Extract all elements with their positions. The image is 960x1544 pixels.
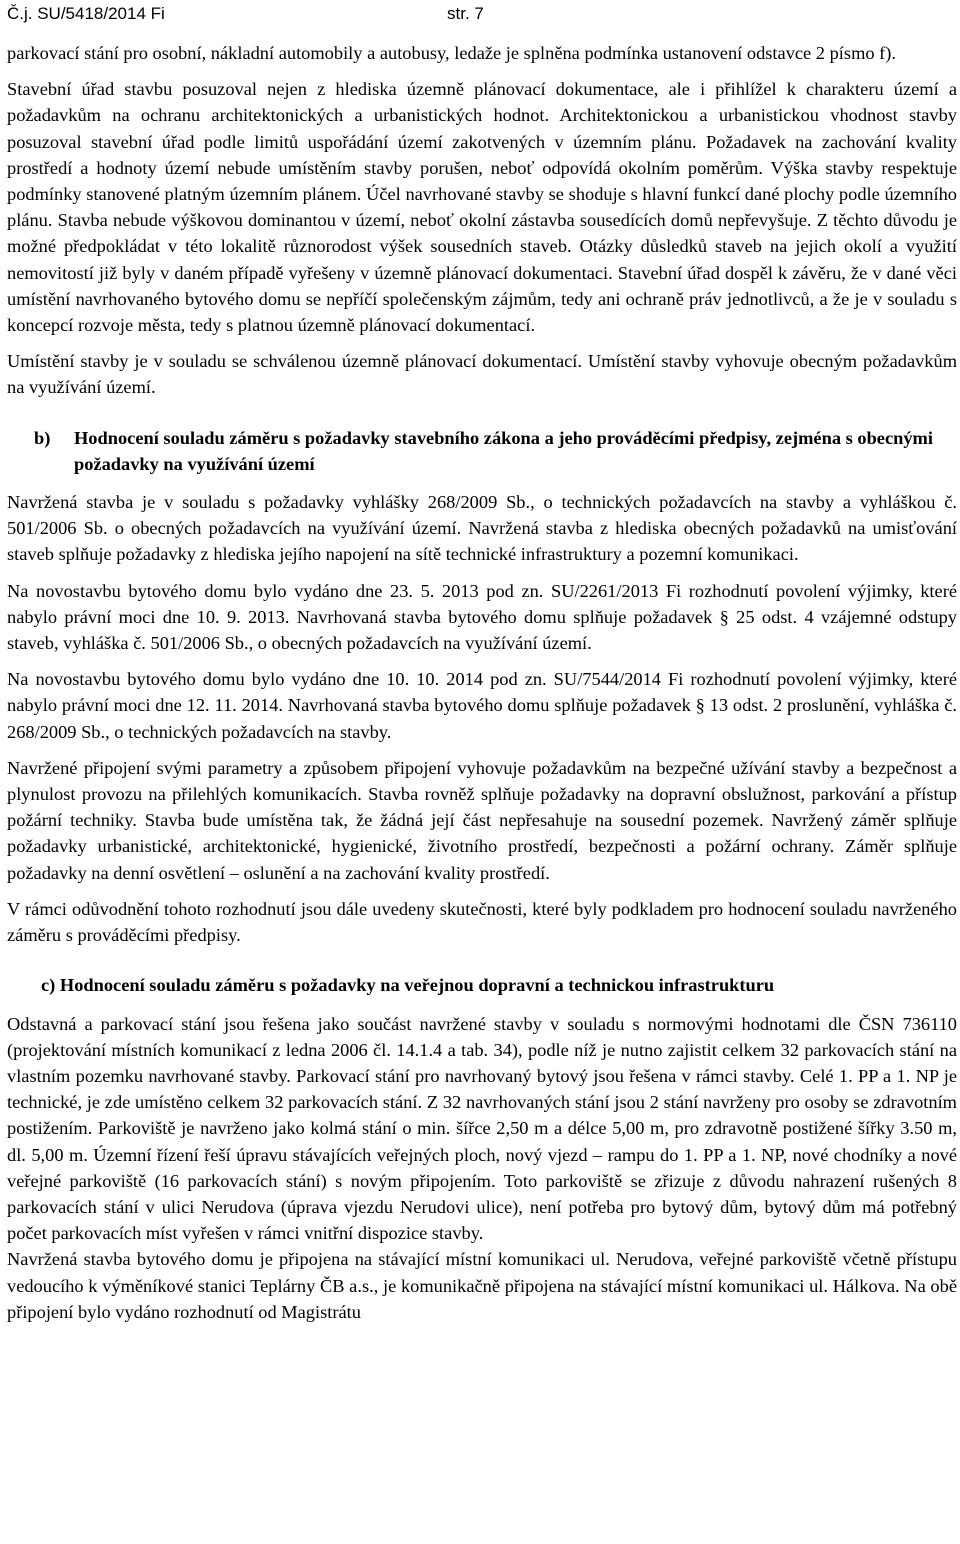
document-body: [7, 40, 957, 1325]
paragraph: Stavební úřad stavbu posuzoval nejen z hlediska územně plánovací dokumentace, ale i přihlížel k charakteru území a požadavkům na ochranu architektonických a urbanistických hodnot. Architektonickou a urbanistickou vhodnost stavby posuzoval stavební úřad podle limitů uspořádání území zakotvených v územním plánu. Požadavek na zachování kvality prostředí a hodnoty území nebude umístěním stavby porušen, neboť odpovídá okolním poměrům. Výška stavby respektuje podmínky stanovené platným územním plánem. Účel navrhované stavby se shoduje s hlavní funkcí dané plochy podle územního plánu. Stavba nebude výškovou dominantou v území, neboť okolní zástavba sousedících domů nepřevyšuje. Z těchto důvodu je možné předpokládat v této lokalitě různorodost výšek sousedních staveb. Otázky důsledků staveb na jejich okolí a využití nemovitostí již byly v daném případě vyřešeny v územně plánovací dokumentaci. Stavební úřad dospěl k závěru, že v dané věci umístění navrhovaného bytového domu se nepříčí společenským zájmům, tedy ani ochraně práv jednotlivců, a že je v souladu s koncepcí rozvoje města, tedy s platnou územně plánovací dokumentací.: [7, 79, 957, 336]
paragraph: Odstavná a parkovací stání jsou řešena jako součást navržené stavby v souladu s normovými hodnotami dle ČSN 736110 (projektování místních komunikací z ledna 2006 čl. 14.1.4 a tab. 34), podle níž je nutno zajistit celkem 32 parkovacích stání na vlastním pozemku navrhované stavby. Parkovací stání pro navrhovaný bytový jsou řešena v rámci stavby. Celé 1. PP a 1. NP je technické, je zde umístěno celkem 32 parkovacích stání. Z 32 navrhovaných stání jsou 2 stání navrženy pro osoby se zdravotním postižením. Parkoviště je navrženo jako kolmá stání o min. šířce 2,50 m a délce 5,00 m, pro zdravotně postižené šířky 3.50 m, dl. 5,00 m. Územní řízení řeší úpravu stávajících veřejných ploch, nový vjezd – rampu do 1. PP a 1. NP, nové chodníky a nové veřejné parkoviště (16 parkovacích stání) s novým připojením. Toto parkoviště se zřizuje z důvodu nahrazení rušených 8 parkovacích stání v ulici Nerudova (úprava vjezdu Nerudovi ulice), není potřeba pro bytový dům, bytový dům má potřebný počet parkovacích míst vyřešen v rámci vnitřní dispozice stavby.: [7, 1013, 957, 1244]
paragraph: Navržená stavba je v souladu s požadavky vyhlášky 268/2009 Sb., o technických požadavcích na stavby a vyhláškou č. 501/2006 Sb. o obecných požadavcích na využívání území. Navržená stavba z hlediska obecných požadavků na umisťování staveb splňuje požadavky z hlediska jejího napojení na sítě technické infrastruktury a pozemní komunikaci.: [7, 492, 957, 565]
paragraph: Umístění stavby je v souladu se schválenou územně plánovací dokumentací. Umístění stavby vyhovuje obecným požadavkům na využívání území.: [7, 351, 957, 398]
paragraph: parkovací stání pro osobní, nákladní automobily a autobusy, ledaže je splněna podmínka ustanovení odstavce 2 písmo f).: [7, 43, 897, 63]
paragraph: Navržené připojení svými parametry a způsobem připojení vyhovuje požadavkům na bezpečné užívání stavby a bezpečnost a plynulost provozu na přilehlých komunikacích. Stavba rovněž splňuje požadavky na dopravní obslužnost, parkování a přístup požární techniky. Stavba bude umístěna tak, že žádná její část nepřesahuje na sousední pozemek. Navržený záměr splňuje požadavky urbanistické, architektonické, hygienické, životního prostředí, bezpečnosti a požární ochrany. Záměr splňuje požadavky na denní osvětlení – oslunění a na zachování kvality prostředí.: [7, 757, 957, 883]
section-title: Hodnocení souladu záměru s požadavky stavebního zákona a jeho prováděcími předpisy, zejména s obecnými požadavky na využívání území: [74, 427, 933, 474]
page-number: str. 7: [447, 4, 484, 23]
paragraph: Na novostavbu bytového domu bylo vydáno dne 10. 10. 2014 pod zn. SU/7544/2014 Fi rozhodnutí povolení výjimky, které nabylo právní moci dne 12. 11. 2014. Navrhovaná stavba bytového domu splňuje požadavek § 13 odst. 2 proslunění, vyhláška č. 268/2009 Sb., o technických požadavcích na stavby.: [7, 669, 957, 742]
paragraph: Na novostavbu bytového domu bylo vydáno dne 23. 5. 2013 pod zn. SU/2261/2013 Fi rozhodnutí povolení výjimky, které nabylo právní moci dne 10. 9. 2013. Navrhovaná stavba bytového domu splňuje požadavek § 25 odst. 4 vzájemné odstupy staveb, vyhláška č. 501/2006 Sb., o obecných požadavcích na využívání území.: [7, 580, 957, 654]
case-number: Č.j. SU/5418/2014 Fi: [7, 4, 165, 23]
page-header: [7, 0, 957, 40]
section-heading-c: c) Hodnocení souladu záměru s požadavky na veřejnou dopravní a technickou infrastrukturu: [41, 975, 775, 996]
section-heading-b: [34, 425, 957, 477]
paragraph: Navržená stavba bytového domu je připojena na stávající místní komunikaci ul. Nerudova, veřejné parkoviště včetně přístupu vedoucího k výměníkové stanici Teplárny ČB a.s., je komunikačně připojena na stávající místní komunikaci ul. Hálkova. Na obě připojení bylo vydáno rozhodnutí od Magistrátu: [7, 1249, 957, 1322]
document-page: [7, 0, 957, 1325]
section-marker: b): [34, 427, 51, 448]
paragraph: V rámci odůvodnění tohoto rozhodnutí jsou dále uvedeny skutečnosti, které byly podkladem pro hodnocení souladu navrženého záměru s prováděcími předpisy.: [7, 898, 957, 946]
